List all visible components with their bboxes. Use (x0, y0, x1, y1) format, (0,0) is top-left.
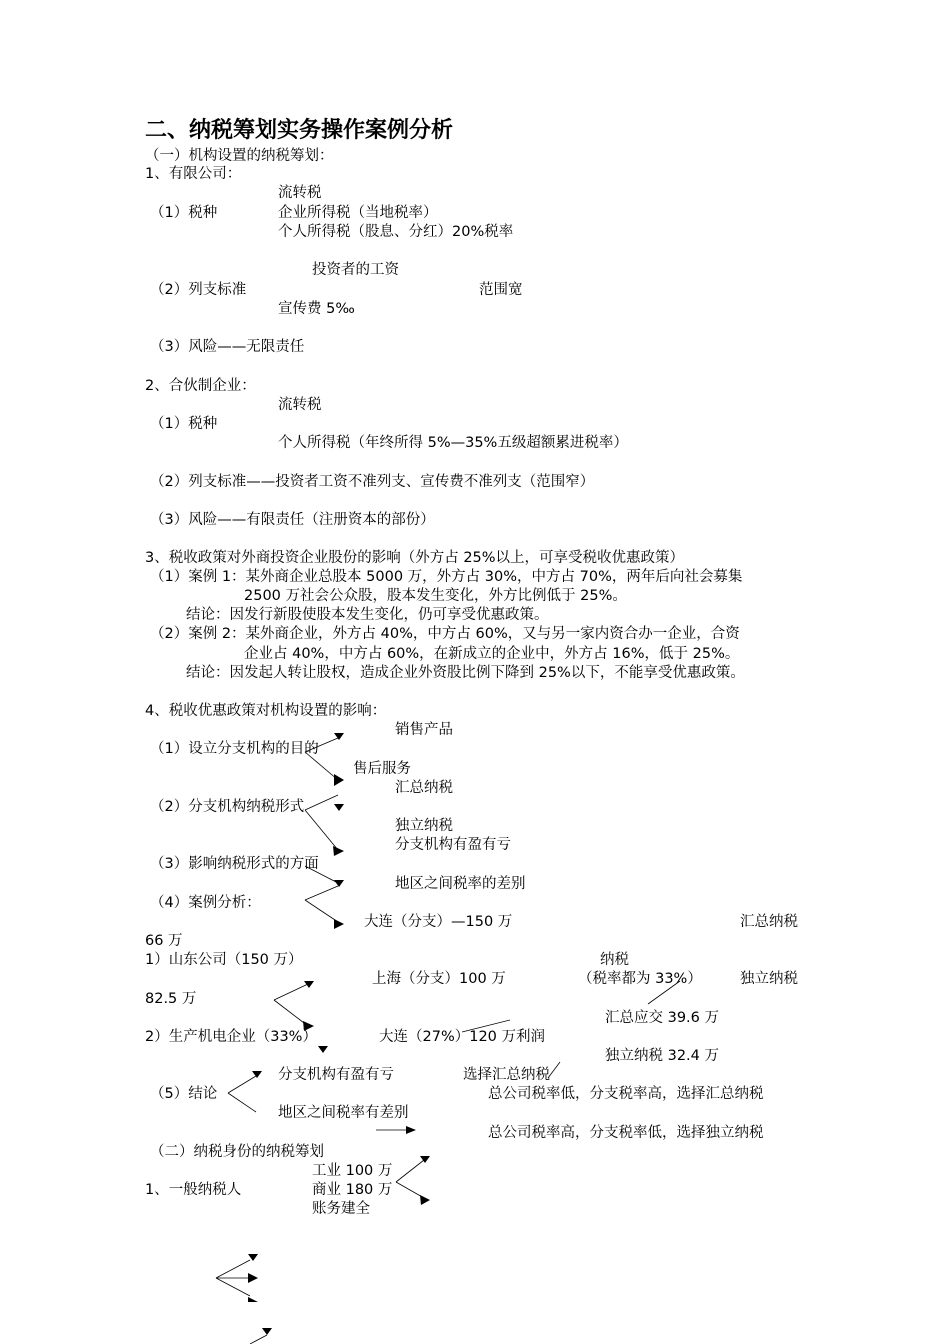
item-heading: 4、税收优惠政策对机构设置的影响： (145, 703, 387, 719)
sub-label: （5）结论 (150, 1086, 218, 1102)
sub-label: （2）分支机构纳税形式 (150, 799, 305, 815)
sub-label: （3）影响纳税形式的方面 (150, 856, 319, 872)
case-text: 企业占 40%，中方占 60%，在新成立的企业中，外方占 16%，低于 25%。 (244, 646, 740, 662)
tax-type: 流转税 (278, 397, 322, 413)
item-heading: 1、一般纳税人 (145, 1182, 242, 1198)
criteria-item: 商业 180 万 (312, 1182, 393, 1198)
option-text: 汇总纳税 (395, 780, 453, 796)
standard-line: （2）列支标准——投资者工资不准列支、宣传费不准列支（范围窄） (150, 474, 595, 490)
case-method: 汇总纳税 (740, 914, 798, 930)
sub-label: （1）税种 (150, 416, 218, 432)
case-text: （2）案例 2：某外商企业，外方占 40%，中方占 60%，又与另一家内资合办一企业，合资 (150, 626, 740, 642)
option-text: 地区之间税率的差别 (395, 876, 526, 892)
conclusion-rule: 总公司税率低，分支税率高，选择汇总纳税 (488, 1086, 764, 1102)
case-text: （1）案例 1：某外商企业总股本 5000 万，外方占 30%，中方占 70%，两年后向社会募集 (150, 569, 743, 585)
section-heading: （一）机构设置的纳税筹划： (145, 148, 334, 164)
conclusion-factor: 分支机构有盈有亏 (278, 1067, 394, 1083)
case-text: 2500 万社会公众股，股本发生变化，外方比例低于 25%。 (244, 588, 627, 604)
tax-type: 流转税 (278, 185, 322, 201)
case-conclusion: 结论：因发行新股使股本发生变化，仍可享受优惠政策。 (186, 607, 549, 623)
criteria-item: 工业 100 万 (312, 1163, 393, 1179)
sub-label: （1）税种 (150, 205, 218, 221)
standard-item: 投资者的工资 (312, 262, 399, 278)
option-text: 销售产品 (395, 722, 453, 738)
case-text: 纳税 (600, 952, 629, 968)
risk-line: （3）风险——有限责任（注册资本的部份） (150, 512, 435, 528)
tax-type: 个人所得税（股息、分红）20%税率 (278, 224, 514, 240)
item-heading: 1、有限公司： (145, 166, 242, 182)
risk-line: （3）风险——无限责任 (150, 339, 305, 355)
case-text: （税率都为 33%） (578, 971, 702, 987)
option-text: 售后服务 (353, 761, 411, 777)
case-branch: 大连（分支）—150 万 (364, 914, 513, 930)
conclusion-choice: 选择汇总纳税 (463, 1067, 550, 1083)
section-heading: （二）纳税身份的纳税筹划 (150, 1144, 324, 1160)
item-heading: 2、合伙制企业： (145, 378, 256, 394)
standard-note: 范围宽 (479, 282, 523, 298)
option-text: 分支机构有盈有亏 (395, 837, 511, 853)
sub-label: （2）列支标准 (150, 282, 247, 298)
case-company: 2）生产机电企业（33%） (145, 1029, 317, 1045)
tax-type: 企业所得税（当地税率） (278, 205, 438, 221)
item-heading: 3、税收政策对外商投资企业股份的影响（外方占 25%以上，可享受税收优惠政策） (145, 550, 685, 566)
case-value: 独立纳税 32.4 万 (605, 1048, 720, 1064)
conclusion-factor: 地区之间税率有差别 (278, 1105, 409, 1121)
case-method: 独立纳税 (740, 971, 798, 987)
tax-type: 个人所得税（年终所得 5%—35%五级超额累进税率） (278, 435, 628, 451)
case-conclusion: 结论：因发起人转让股权，造成企业外资股比例下降到 25%以下，不能享受优惠政策。 (186, 665, 745, 681)
criteria-item: 账务建全 (312, 1201, 370, 1217)
case-company: 1）山东公司（150 万） (145, 952, 303, 968)
case-branch: 大连（27%）120 万利润 (379, 1029, 546, 1045)
case-value: 82.5 万 (145, 991, 197, 1007)
case-value: 66 万 (145, 933, 183, 949)
case-value: 汇总应交 39.6 万 (605, 1010, 720, 1026)
sub-label: （1）设立分支机构的目的 (150, 741, 319, 757)
sub-label: （4）案例分析： (150, 895, 261, 911)
case-branch: 上海（分支）100 万 (372, 971, 506, 987)
conclusion-rule: 总公司税率高，分支税率低，选择独立纳税 (488, 1125, 764, 1141)
standard-item: 宣传费 5‰ (278, 301, 355, 317)
option-text: 独立纳税 (395, 818, 453, 834)
page-title: 二、纳税筹划实务操作案例分析 (145, 118, 454, 143)
